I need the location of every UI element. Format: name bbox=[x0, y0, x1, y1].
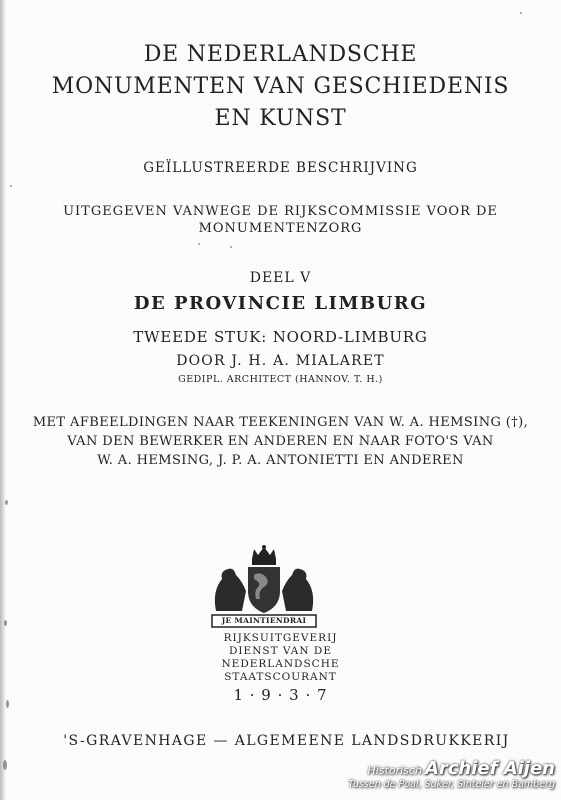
illustrations-line-1: MET AFBEELDINGEN NAAR TEEKENINGEN VAN W. A. HEMSING (†), bbox=[32, 415, 529, 430]
book-title-line-3: EN KUNST bbox=[214, 106, 347, 131]
province-heading: DE PROVINCIE LIMBURG bbox=[133, 293, 428, 314]
watermark-tagline: Tussen de Poal, Suker, Sinteler en Bamberg bbox=[347, 779, 555, 790]
imprint-line-2: DIENST VAN DE bbox=[228, 645, 332, 657]
footer-imprint: 'S-GRAVENHAGE — ALGEMEENE LANDSDRUKKERIJ bbox=[63, 733, 510, 749]
archive-watermark bbox=[327, 758, 555, 790]
watermark-prefix: Historisch bbox=[367, 764, 422, 777]
publication-year: 1 · 9 · 3 · 7 bbox=[233, 686, 328, 704]
author-line: DOOR J. H. A. MIALARET bbox=[176, 353, 385, 369]
publisher-note-line-1: UITGEGEVEN VANWEGE DE RIJKSCOMMISSIE VOOR DE bbox=[63, 204, 498, 219]
illustrations-line-3: W. A. HEMSING, J. P. A. ANTONIETTI EN ANDEREN bbox=[97, 453, 464, 468]
part-heading: TWEEDE STUK: NOORD-LIMBURG bbox=[133, 328, 428, 346]
book-title-line-2: MONUMENTEN VAN GESCHIEDENIS bbox=[51, 74, 510, 99]
author-credentials: GEDIPL. ARCHITECT (HANNOV. T. H.) bbox=[178, 374, 383, 385]
illustrations-line-2: VAN DEN BEWERKER EN ANDEREN EN NAAR FOTO'S VAN bbox=[67, 434, 494, 449]
subtitle: GEÏLLUSTREERDE BESCHRIJVING bbox=[143, 160, 418, 176]
imprint-line-3: NEDERLANDSCHE bbox=[221, 658, 340, 670]
motto-banner-text: JE MAINTIENDRAI bbox=[221, 616, 307, 625]
book-title-line-1: DE NEDERLANDSCHE bbox=[143, 42, 418, 67]
watermark-name: Archief Aijen bbox=[424, 758, 555, 779]
imprint-line-4: STAATSCOURANT bbox=[224, 671, 337, 683]
volume-label: DEEL V bbox=[249, 270, 312, 286]
publisher-note-line-2: MONUMENTENZORG bbox=[198, 221, 363, 236]
imprint-line-1: RIJKSUITGEVERIJ bbox=[223, 632, 338, 644]
